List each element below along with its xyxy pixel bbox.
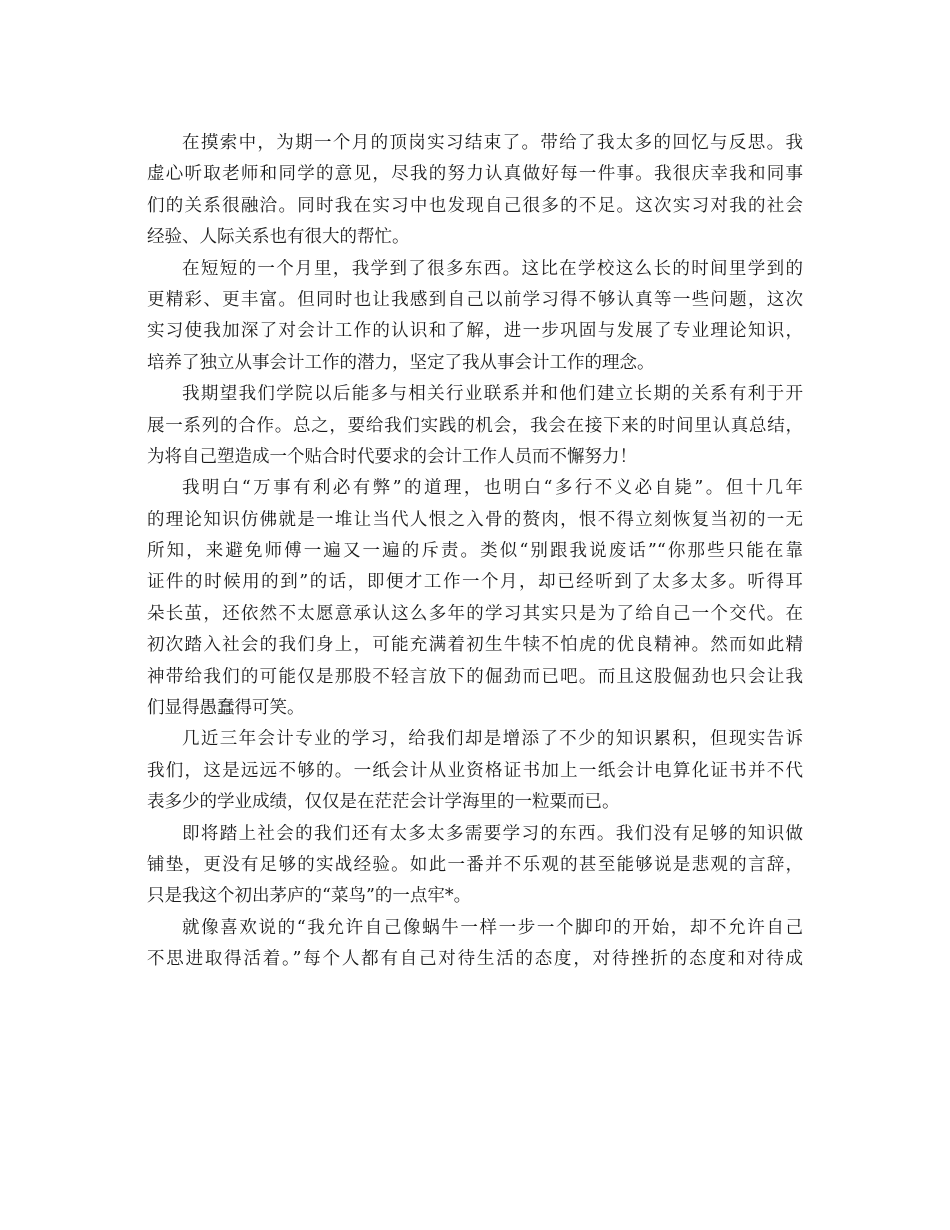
text-line: 表多少的学业成绩，仅仅是在茫茫会计学海里的一粒粟而已。 [147, 792, 620, 813]
text-line: 在摸索中，为期一个月的顶岗实习结束了。带给了我太多的回忆与反思。我 [182, 133, 803, 153]
text-line: 我期望我们学院以后能多与相关行业联系并和他们建立长期的关系有利于开 [182, 384, 803, 405]
paragraph [147, 724, 803, 818]
text-line: 初次踏入社会的我们身上，可能充满着初生牛犊不怕虎的优良精神。然而如此精 [147, 635, 803, 656]
text-line: 我们，这是远远不够的。一纸会计从业资格证书加上一纸会计电算化证书并不代 [147, 760, 803, 781]
paragraph [147, 379, 803, 473]
text-line: 即将踏上社会的我们还有太多太多需要学习的东西。我们没有足够的知识做 [182, 823, 803, 844]
text-line: 我明白“万事有利必有弊”的道理，也明白“多行不义必自毙”。但十几年 [182, 478, 803, 499]
text-line: 就像喜欢说的“我允许自己像蜗牛一样一步一个脚印的开始，却不允许自己 [182, 917, 803, 938]
text-line: 为将自己塑造成一个贴合时代要求的会计工作人员而不懈努力！ [147, 446, 637, 467]
text-line: 虚心听取老师和同学的意见，尽我的努力认真做好每一件事。我很庆幸我和同事 [147, 164, 803, 185]
text-line: 只是我这个初出茅庐的“菜鸟”的一点牢*。 [147, 886, 472, 907]
document-page [147, 128, 803, 976]
paragraph [147, 254, 803, 380]
paragraph [147, 473, 803, 724]
text-line: 们的关系很融洽。同时我在实习中也发现自己很多的不足。这次实习对我的社会 [147, 195, 803, 216]
text-line: 经验、人际关系也有很大的帮忙。 [147, 227, 410, 248]
text-line: 神带给我们的可能仅是那股不轻言放下的倔劲而已吧。而且这股倔劲也只会让我 [147, 666, 803, 687]
text-line: 展一系列的合作。总之，要给我们实践的机会，我会在接下来的时间里认真总结， [147, 415, 803, 436]
paragraph [147, 128, 803, 254]
paragraph [147, 819, 803, 913]
text-line: 所知，来避免师傅一遍又一遍的斥责。类似“别跟我说废话”“你那些只能在靠 [147, 541, 803, 562]
text-line: 更精彩、更丰富。但同时也让我感到自己以前学习得不够认真等一些问题，这次 [147, 289, 803, 310]
text-line: 证件的时候用的到”的话，即便才工作一个月，却已经听到了太多太多。听得耳 [147, 572, 803, 593]
text-line: 几近三年会计专业的学习，给我们却是增添了不少的知识累积，但现实告诉 [182, 729, 803, 750]
text-line: 铺垫，更没有足够的实战经验。如此一番并不乐观的甚至能够说是悲观的言辞， [147, 854, 803, 875]
text-line: 的理论知识仿佛就是一堆让当代人恨之入骨的赘肉，恨不得立刻恢复当初的一无 [147, 509, 803, 530]
text-line: 在短短的一个月里，我学到了很多东西。这比在学校这么长的时间里学到的 [182, 258, 803, 279]
paragraph [147, 913, 803, 976]
text-line: 实习使我加深了对会计工作的认识和了解，进一步巩固与发展了专业理论知识， [147, 321, 803, 342]
text-line: 朵长茧，还依然不太愿意承认这么多年的学习其实只是为了给自己一个交代。在 [147, 603, 803, 624]
text-line: 们显得愚蠢得可笑。 [147, 698, 305, 719]
text-line: 培养了独立从事会计工作的潜力，坚定了我从事会计工作的理念。 [147, 352, 655, 373]
text-line: 不思进取得活着。”每个人都有自己对待生活的态度，对待挫折的态度和对待成 [147, 949, 803, 970]
